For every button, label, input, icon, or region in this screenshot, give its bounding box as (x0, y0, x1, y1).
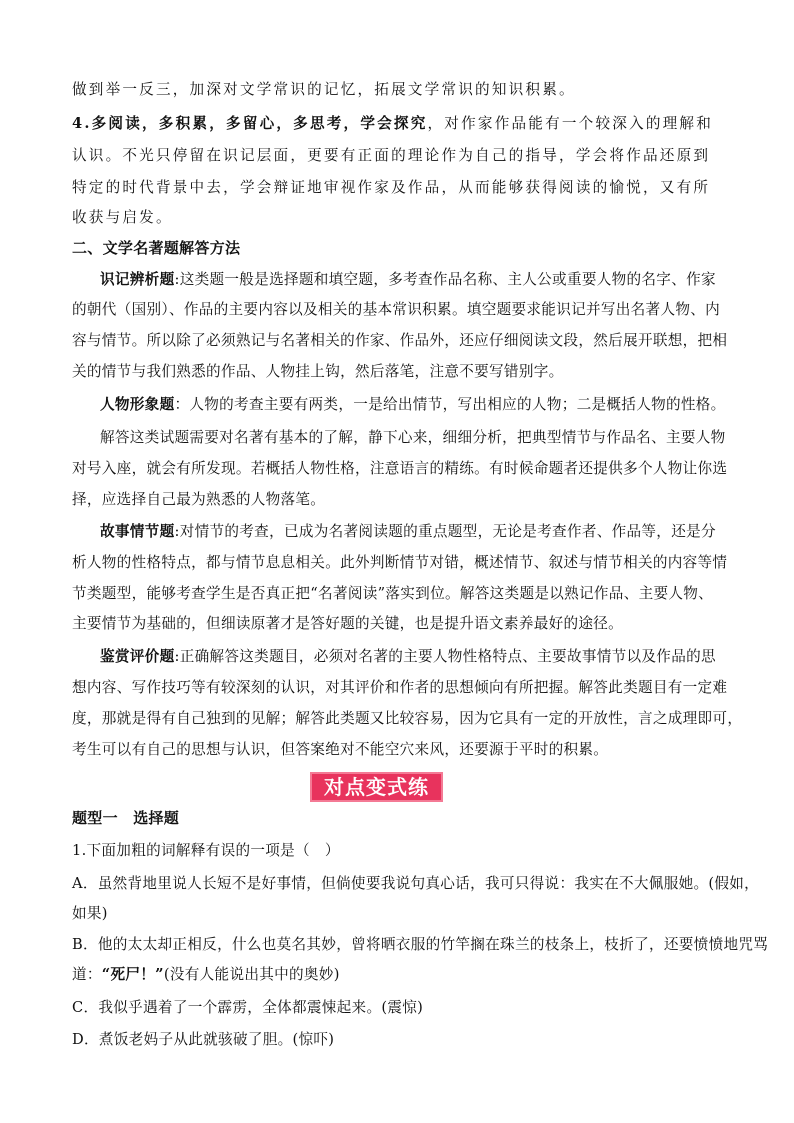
option-a: A．虽然背地里说人长短不是好事情，但倘使要我说句真心话，我可只得说：我实在不大佩服她。(假如， (72, 875, 760, 892)
option-d: D．煮饭老妈子从此就骇破了胆。(惊吓) (72, 1031, 335, 1048)
text-line: 节类题型，能够考查学生是否真正把“名著阅读”落实到位。解答这类题是以熟记作品、主要人物、 (72, 585, 714, 602)
text-run: :正确解答这类题目，必须对名著的主要人物性格特点、主要故事情节以及作品的思 (174, 648, 716, 665)
text-run: (没有人能说出其中的奥妙) (163, 966, 340, 983)
text-line: 认识。不光只停留在识记层面，更要有正面的理论作为自己的指导，学会将作品还原到 (72, 147, 711, 164)
paragraph-label: 人物形象题 (100, 396, 175, 413)
option-b-continued (72, 965, 732, 985)
text-line: 解答这类试题需要对名著有基本的了解，静下心来，细细分析，把典型情节与作品名、主要人物 (100, 429, 726, 446)
text-line (72, 114, 732, 134)
text-line: 择，应选择自己最为熟悉的人物落笔。 (72, 491, 326, 508)
bold-term: “死尸！” (101, 966, 164, 983)
section-heading: 二、文学名著题解答方法 (72, 239, 241, 257)
text-line: 对号入座，就会有所发现。若概括人物性格，注意语言的精练。有时候命题者还提供多个人物让你选 (72, 460, 728, 477)
text-line: 想内容、写作技巧等有较深刻的认识，对其评价和作者的思想倾向有所把握。解答此类题目有一定难 (72, 679, 728, 696)
practice-badge: 对点变式练 (310, 772, 443, 802)
text-line (100, 395, 732, 415)
text-run: 道： (72, 966, 102, 983)
text-line (100, 270, 732, 290)
text-line: 做到举一反三，加深对文学常识的记忆，拓展文学常识的知识积累。 (72, 81, 576, 98)
text-line: 主要情节为基础的，但细读原著才是答好题的关键，也是提升语文素养最好的途径。 (72, 615, 624, 632)
text-run: ，对作家作品能有一个较深入的理解和 (427, 115, 714, 132)
text-line: 考生可以有自己的思想与认识，但答案绝对不能空穴来风，还要源于平时的积累。 (72, 741, 609, 758)
text-line: 的朝代（国别）、作品的主要内容以及相关的基本常识积累。填空题要求能识记并写出名著人物、内 (72, 301, 721, 318)
text-line: 容与情节。所以除了必须熟记与名著相关的作家、作品外，还应仔细阅读文段，然后展开联想，把相 (72, 332, 728, 349)
text-line (100, 647, 732, 667)
text-run: :这类题一般是选择题和填空题，多考查作品名称、主人公或重要人物的名字、作家 (174, 271, 716, 288)
text-line: 关的情节与我们熟悉的作品、人物挂上钩，然后落笔，注意不要写错别字。 (72, 363, 564, 380)
text-line: 析人物的性格特点，都与情节息息相关。此外判断情节对错，概述情节、叙述与情节相关的内容等情 (72, 554, 728, 571)
paragraph-label: 识记辨析题 (100, 271, 175, 288)
option-a-continued: 如果) (72, 905, 108, 922)
paragraph-label: 鉴赏评价题 (100, 648, 175, 665)
option-b: B．他的太太却正相反，什么也莫名其妙，曾将晒衣服的竹竿搁在珠兰的枝条上，枝折了，还要愤愤地咒骂 (72, 936, 769, 953)
question-stem: 1.下面加粗的词解释有误的一项是（ ） (72, 842, 340, 859)
text-line: 收获与启发。 (72, 209, 173, 226)
question-type-heading: 题型一 选择题 (72, 809, 180, 827)
option-c: C．我似乎遇着了一个霹雳，全体都震悚起来。(震惊) (72, 999, 424, 1016)
bold-lead: 4.多阅读，多积累，多留心，多思考，学会探究 (72, 115, 428, 132)
text-run: ：人物的考查主要有两类，一是给出情节，写出相应的人物；二是概括人物的性格。 (174, 396, 726, 413)
text-line: 特定的时代背景中去，学会辩证地审视作家及作品，从而能够获得阅读的愉悦，又有所 (72, 179, 711, 196)
text-line: 度，那就是得有自己独到的见解；解答此类题又比较容易，因为它具有一定的开放性，言之成理即可， (72, 710, 743, 727)
paragraph-label: 故事情节题 (100, 523, 175, 540)
text-run: :对情节的考查，已成为名著阅读题的重点题型，无论是考查作者、作品等，还是分 (174, 523, 716, 540)
text-line (100, 522, 732, 542)
